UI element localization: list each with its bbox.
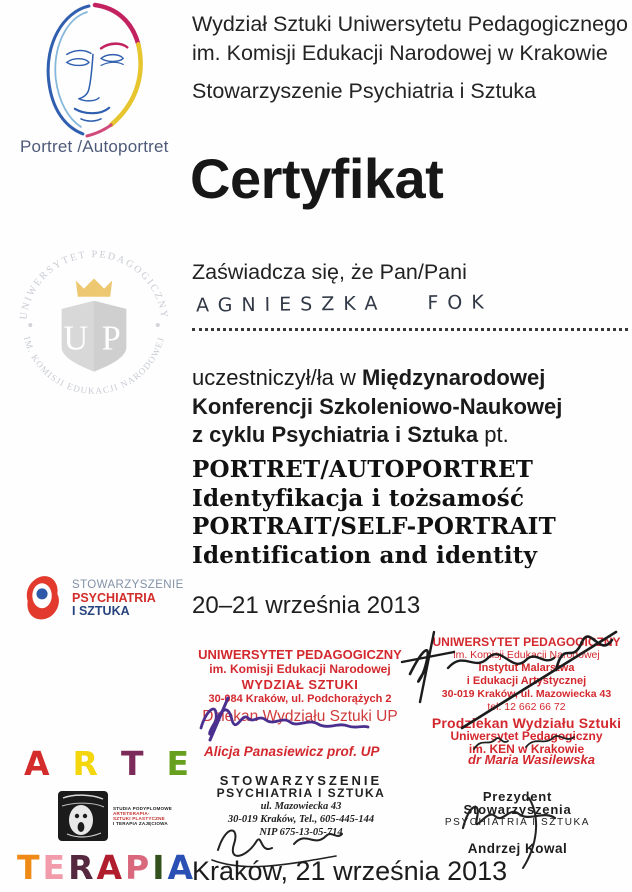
seal-monogram-u: U bbox=[63, 319, 89, 358]
association-logo-line3: I SZTUKA bbox=[72, 604, 130, 618]
colored-letter: E bbox=[42, 848, 66, 887]
conference-title-pl-1: PORTRET/AUTOPORTRET bbox=[192, 456, 534, 483]
participation-bold-1: Międzynarodowej bbox=[361, 365, 546, 390]
footer-place-date: Kraków, 21 września 2013 bbox=[192, 856, 508, 886]
seal-bottom-text: IM. KOMISJI EDUKACJI NARODOWEJ bbox=[21, 335, 167, 396]
colored-letter: I bbox=[152, 848, 165, 887]
dean-signer-name: Alicja Panasiewicz prof. UP bbox=[204, 744, 380, 759]
certificate-title: Certyfikat bbox=[190, 147, 444, 210]
seal-graphic bbox=[8, 236, 180, 408]
association-logo bbox=[24, 574, 184, 623]
badge-line3: SZTUKI PLASTYCZNE bbox=[113, 816, 165, 821]
conference-title-en: PORTRAIT/SELF-PORTRAIT bbox=[192, 513, 556, 540]
colored-letter: A bbox=[96, 848, 123, 887]
vice-dean-stamp-line9: im. KEN w Krakowie bbox=[468, 742, 585, 756]
seal-left-dot bbox=[28, 323, 32, 327]
arteterapia-badge-text bbox=[113, 806, 172, 826]
badge-line2: ARTETERAPIA- bbox=[113, 811, 150, 816]
arteterapia-badge bbox=[57, 790, 172, 842]
dean-stamp-line2: im. Komisji Edukacji Narodowej bbox=[209, 662, 391, 676]
scream-cube-icon bbox=[57, 790, 109, 842]
vice-dean-large-signature bbox=[400, 622, 632, 737]
participation-line-3 bbox=[192, 421, 562, 450]
dean-stamp-line1: UNIWERSYTET PEDAGOGICZNY bbox=[198, 647, 402, 662]
vice-dean-signer-name: dr Maria Wasilewska bbox=[468, 752, 595, 767]
colored-letter: A bbox=[24, 744, 50, 783]
conference-subtitle-pl: Identyfikacja i tożsamość bbox=[192, 484, 525, 512]
participation-bold-3: z cyklu Psychiatria i Sztuka bbox=[192, 422, 479, 447]
participant-name-handwritten: AGNIESZKA FOK bbox=[195, 291, 493, 317]
president-stamp-line1: Prezydent Stowarzyszenia bbox=[463, 789, 572, 817]
vice-dean-stamp-line3: Instytut Malarstwa bbox=[478, 662, 575, 674]
association-logo-text bbox=[72, 579, 184, 618]
association-stamp-line5: NIP 675-13-05-714 bbox=[259, 827, 343, 838]
colored-letter: R bbox=[72, 744, 98, 783]
dean-stamp-line4: 30-084 Kraków, ul. Podchorążych 2 bbox=[208, 693, 392, 705]
terapia-colored-letters bbox=[17, 848, 193, 887]
seal-crown-icon bbox=[76, 278, 112, 296]
president-signer-name: Andrzej Kowal bbox=[467, 841, 568, 856]
face-logo-drawing bbox=[28, 2, 160, 138]
participation-line-1 bbox=[192, 364, 562, 393]
header-line-faculty: Wydział Sztuki Uniwersytetu Pedagogicznego bbox=[192, 12, 628, 36]
participation-line-2 bbox=[192, 393, 562, 422]
participation-regular-3: pt. bbox=[478, 422, 509, 447]
vice-dean-stamp-line5: 30-019 Kraków, ul. Mazowiecka 43 bbox=[441, 688, 612, 700]
name-dotted-line bbox=[192, 308, 628, 331]
participation-bold-2: Konferencji Szkoleniowo-Naukowej bbox=[192, 393, 563, 419]
colored-letter: E bbox=[166, 744, 190, 783]
vice-dean-stamp-line1: UNIWERSYTET PEDAGOGICZNY bbox=[432, 635, 621, 649]
dean-stamp-role: Dziekan Wydziału Sztuki UP bbox=[202, 708, 398, 725]
association-stamp-line3: ul. Mazowiecka 43 bbox=[260, 801, 342, 812]
colored-letter: T bbox=[17, 848, 40, 887]
conference-subtitle-en: Identification and identity bbox=[192, 541, 538, 569]
face-logo-caption: Portret /Autoportret bbox=[20, 137, 169, 156]
vice-dean-stamp-line4: i Edukacji Artystycznej bbox=[466, 675, 587, 687]
vice-dean-stamp-line2: im. Komisji Edukacji Narodowej bbox=[453, 649, 600, 661]
header-line-association: Stowarzyszenie Psychiatria i Sztuka bbox=[192, 79, 537, 103]
seal-monogram-p: P bbox=[101, 319, 121, 358]
participation-regular-1: uczestniczył/ła w bbox=[192, 365, 362, 390]
conference-title-block bbox=[192, 456, 556, 570]
association-blob-icon bbox=[24, 574, 61, 623]
colored-letter: R bbox=[68, 848, 94, 887]
header-institutions bbox=[192, 10, 628, 106]
vice-dean-stamp-role: Prodziekan Wydziału Sztuki bbox=[431, 715, 622, 731]
association-logo-line2: PSYCHIATRIA bbox=[72, 591, 156, 605]
arte-colored-letters bbox=[24, 744, 189, 783]
dean-stamp-line3: WYDZIAŁ SZTUKI bbox=[241, 677, 359, 692]
colored-letter: P bbox=[125, 848, 150, 887]
participation-paragraph bbox=[192, 364, 562, 450]
association-stamp-line4: 30-019 Kraków, Tel., 605-445-144 bbox=[227, 814, 375, 825]
portrait-face-logo bbox=[28, 2, 160, 143]
vice-dean-stamp-line8: Uniwersytet Pedagogiczny bbox=[450, 729, 603, 743]
association-stamp-line2: PSYCHIATRIA I SZTUKA bbox=[216, 786, 386, 800]
statement-intro: Zaświadcza się, że Pan/Pani bbox=[192, 260, 467, 284]
colored-letter: A bbox=[167, 848, 194, 887]
dean-signature bbox=[196, 692, 376, 749]
university-seal-watermark bbox=[8, 236, 180, 413]
header-line-university: im. Komisji Edukacji Narodowej w Krakowie bbox=[192, 41, 608, 65]
association-logo-line1: STOWARZYSZENIE bbox=[72, 579, 184, 591]
badge-line4: I TERAPIA ZAJĘCIOWA bbox=[113, 821, 168, 826]
association-stamp-line1: STOWARZYSZENIE bbox=[219, 773, 383, 788]
seal-right-dot bbox=[156, 323, 160, 327]
seal-top-text: UNIWERSYTET PEDAGOGICZNY bbox=[18, 249, 170, 321]
colored-letter: T bbox=[120, 744, 144, 783]
conference-date: 20–21 września 2013 bbox=[192, 592, 421, 619]
badge-line1: STUDIA PODYPLOMOWE bbox=[113, 806, 173, 811]
vice-dean-stamp-line6: tel. 12 662 66 72 bbox=[487, 701, 566, 713]
president-stamp-line2: PSYCHIATRIA I SZTUKA bbox=[444, 817, 591, 828]
